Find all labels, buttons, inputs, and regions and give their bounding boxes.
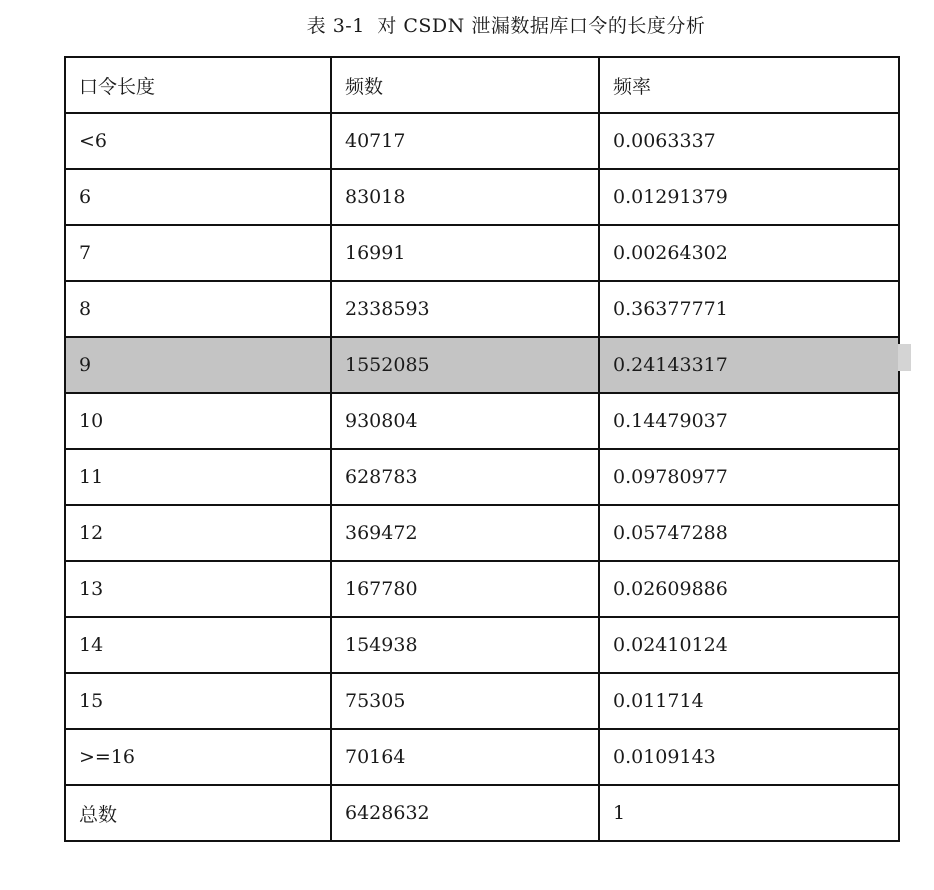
table-row — [65, 561, 899, 617]
cell-frequency: 0.01291379 — [599, 169, 899, 225]
header-frequency: 频率 — [599, 57, 899, 113]
cell-total-count: 6428632 — [331, 785, 599, 841]
table-row — [65, 113, 899, 169]
cell-frequency: 0.05747288 — [599, 505, 899, 561]
cell-length: 13 — [65, 561, 331, 617]
table-row — [65, 505, 899, 561]
cell-frequency: 0.36377771 — [599, 281, 899, 337]
cell-count: 2338593 — [331, 281, 599, 337]
cell-frequency: 0.24143317 — [599, 337, 899, 393]
cell-count: 40717 — [331, 113, 599, 169]
cell-count: 628783 — [331, 449, 599, 505]
caption-text: 对 CSDN 泄漏数据库口令的长度分析 — [377, 15, 706, 37]
cell-frequency: 0.09780977 — [599, 449, 899, 505]
cell-length: 11 — [65, 449, 331, 505]
cell-frequency: 0.0063337 — [599, 113, 899, 169]
cell-count: 154938 — [331, 617, 599, 673]
cell-count: 75305 — [331, 673, 599, 729]
table-row — [65, 225, 899, 281]
cell-count: 369472 — [331, 505, 599, 561]
table-total-row — [65, 785, 899, 841]
cell-count: 930804 — [331, 393, 599, 449]
caption-label: 表 3-1 — [306, 15, 365, 37]
cell-length: 8 — [65, 281, 331, 337]
cell-count: 167780 — [331, 561, 599, 617]
cell-count: 16991 — [331, 225, 599, 281]
cell-frequency: 0.00264302 — [599, 225, 899, 281]
cell-total-label: 总数 — [65, 785, 331, 841]
cell-length: 6 — [65, 169, 331, 225]
cell-count: 83018 — [331, 169, 599, 225]
cell-length: 14 — [65, 617, 331, 673]
margin-marker — [898, 344, 911, 371]
cell-length: 9 — [65, 337, 331, 393]
cell-count: 70164 — [331, 729, 599, 785]
table-row — [65, 617, 899, 673]
table-row — [65, 449, 899, 505]
cell-length: 15 — [65, 673, 331, 729]
table-caption — [0, 12, 934, 40]
table-row — [65, 393, 899, 449]
password-length-table — [64, 56, 900, 842]
table-header-row — [65, 57, 899, 113]
cell-frequency: 0.14479037 — [599, 393, 899, 449]
cell-frequency: 0.011714 — [599, 673, 899, 729]
table-row — [65, 281, 899, 337]
table-row — [65, 673, 899, 729]
cell-frequency: 0.02609886 — [599, 561, 899, 617]
table-row — [65, 169, 899, 225]
cell-frequency: 0.02410124 — [599, 617, 899, 673]
cell-length: >=16 — [65, 729, 331, 785]
header-count: 频数 — [331, 57, 599, 113]
table-row — [65, 729, 899, 785]
table-row-highlighted — [65, 337, 899, 393]
cell-length: 12 — [65, 505, 331, 561]
cell-count: 1552085 — [331, 337, 599, 393]
cell-length: 10 — [65, 393, 331, 449]
header-length: 口令长度 — [65, 57, 331, 113]
cell-total-frequency: 1 — [599, 785, 899, 841]
cell-frequency: 0.0109143 — [599, 729, 899, 785]
cell-length: 7 — [65, 225, 331, 281]
cell-length: <6 — [65, 113, 331, 169]
